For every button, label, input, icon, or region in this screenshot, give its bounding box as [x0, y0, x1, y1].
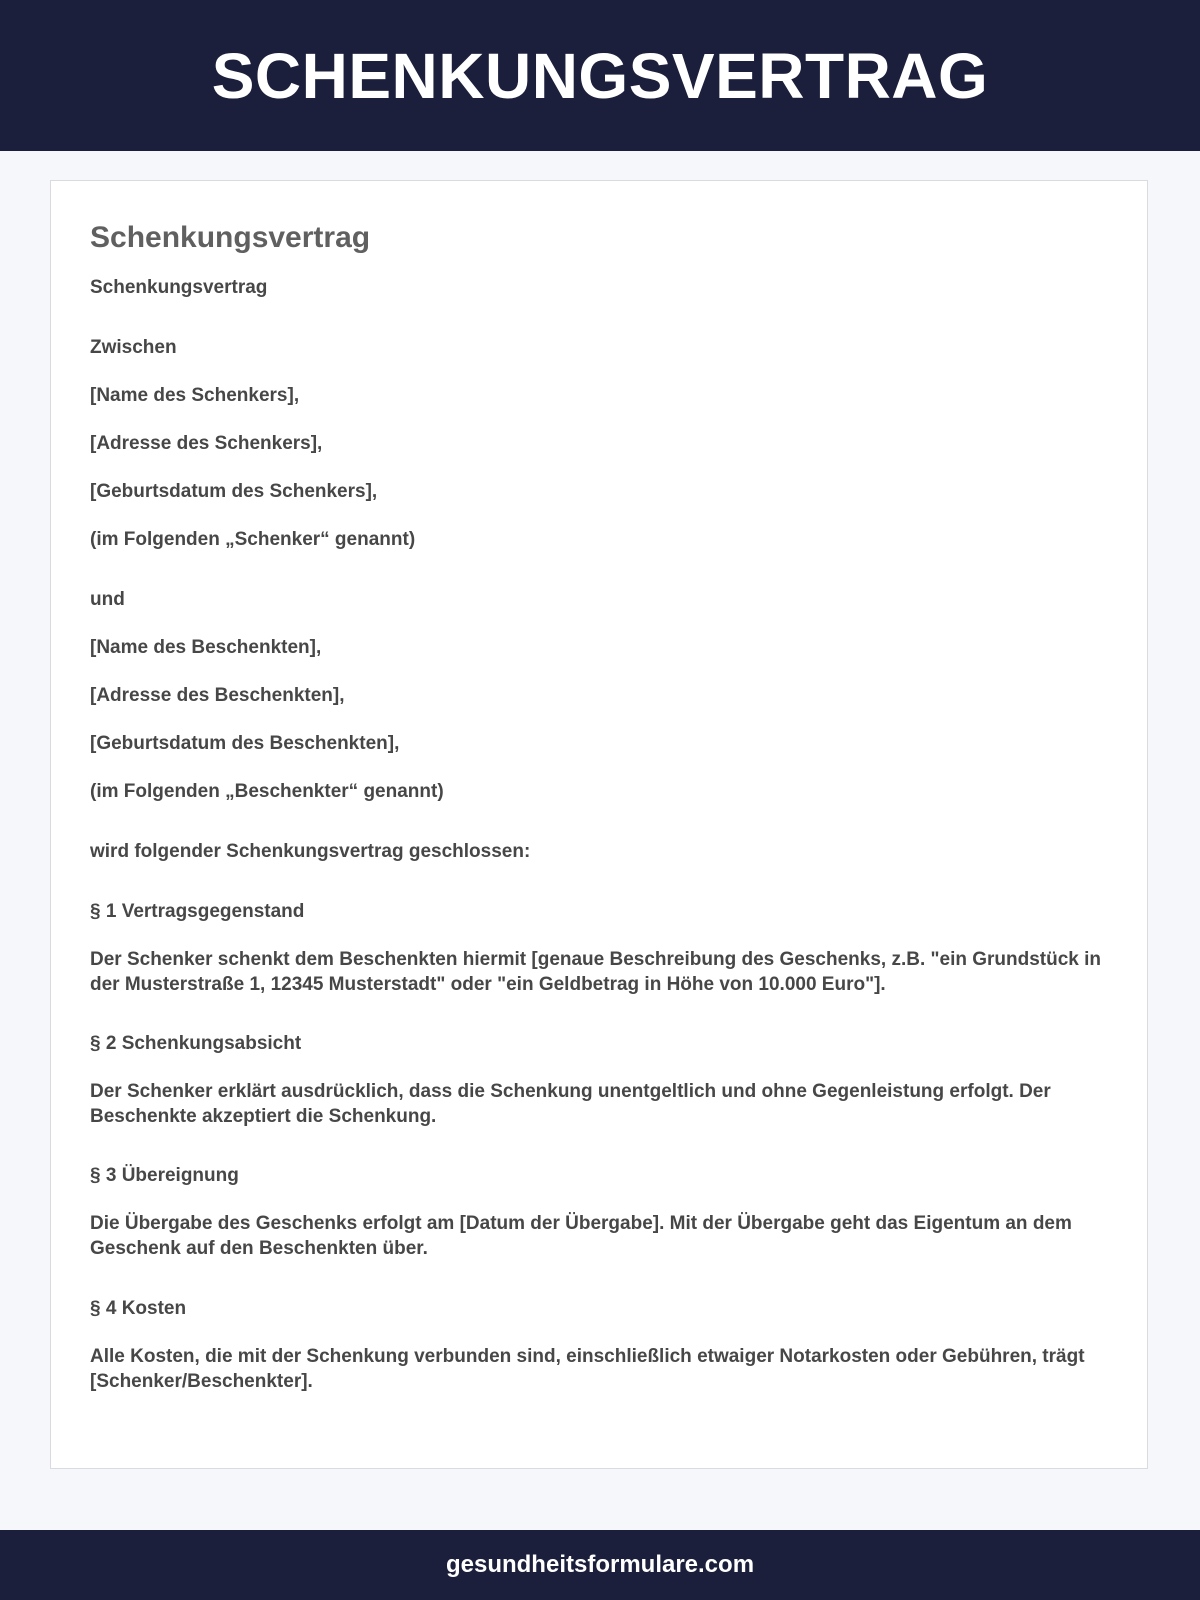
section-4-heading: § 4 Kosten: [90, 1298, 187, 1319]
party-conjunction: und: [90, 589, 125, 610]
section-2-body: Der Schenker erklärt ausdrücklich, dass die Schenkung unentgeltlich und ohne Gegenleistung erfolgt. Der Beschenkte akzeptiert die Schenkung.: [90, 1081, 1051, 1127]
donor-birthdate: [Geburtsdatum des Schenkers],: [90, 481, 378, 502]
contract-intro: wird folgender Schenkungsvertrag geschlossen:: [90, 841, 531, 862]
document-card: [50, 180, 1148, 1469]
section-2-heading: § 2 Schenkungsabsicht: [90, 1033, 302, 1054]
donor-designation: (im Folgenden „Schenker“ genannt): [90, 529, 416, 550]
section-3-heading: § 3 Übereignung: [90, 1165, 239, 1186]
donor-address: [Adresse des Schenkers],: [90, 433, 323, 454]
header-title: SCHENKUNGSVERTRAG: [211, 39, 989, 112]
section-4-body: Alle Kosten, die mit der Schenkung verbunden sind, einschließlich etwaiger Notarkosten oder Gebühren, trägt [Schenker/Beschenkter].: [90, 1346, 1085, 1392]
page-footer: [0, 1530, 1200, 1600]
footer-site-name: gesundheitsformulare.com: [445, 1551, 755, 1578]
section-3-body: Die Übergabe des Geschenks erfolgt am [Datum der Übergabe]. Mit der Übergabe geht das Eigentum an dem Geschenk auf den Beschenkten über.: [90, 1213, 1072, 1259]
document-subtitle: Schenkungsvertrag: [90, 277, 268, 298]
document-title: Schenkungsvertrag: [90, 221, 371, 254]
recipient-designation: (im Folgenden „Beschenkter“ genannt): [90, 781, 444, 802]
page-header: [0, 0, 1200, 151]
section-1-heading: § 1 Vertragsgegenstand: [90, 901, 305, 922]
party-intro: Zwischen: [90, 337, 177, 358]
recipient-address: [Adresse des Beschenkten],: [90, 685, 345, 706]
section-1-body: Der Schenker schenkt dem Beschenkten hiermit [genaue Beschreibung des Geschenks, z.B. "ein Grundstück in der Musterstraße 1, 12345 Musterstadt" oder "ein Geldbetrag in Höhe von 10.000 Euro"].: [90, 949, 1102, 995]
recipient-birthdate: [Geburtsdatum des Beschenkten],: [90, 733, 400, 754]
recipient-name: [Name des Beschenkten],: [90, 637, 322, 658]
donor-name: [Name des Schenkers],: [90, 385, 300, 406]
